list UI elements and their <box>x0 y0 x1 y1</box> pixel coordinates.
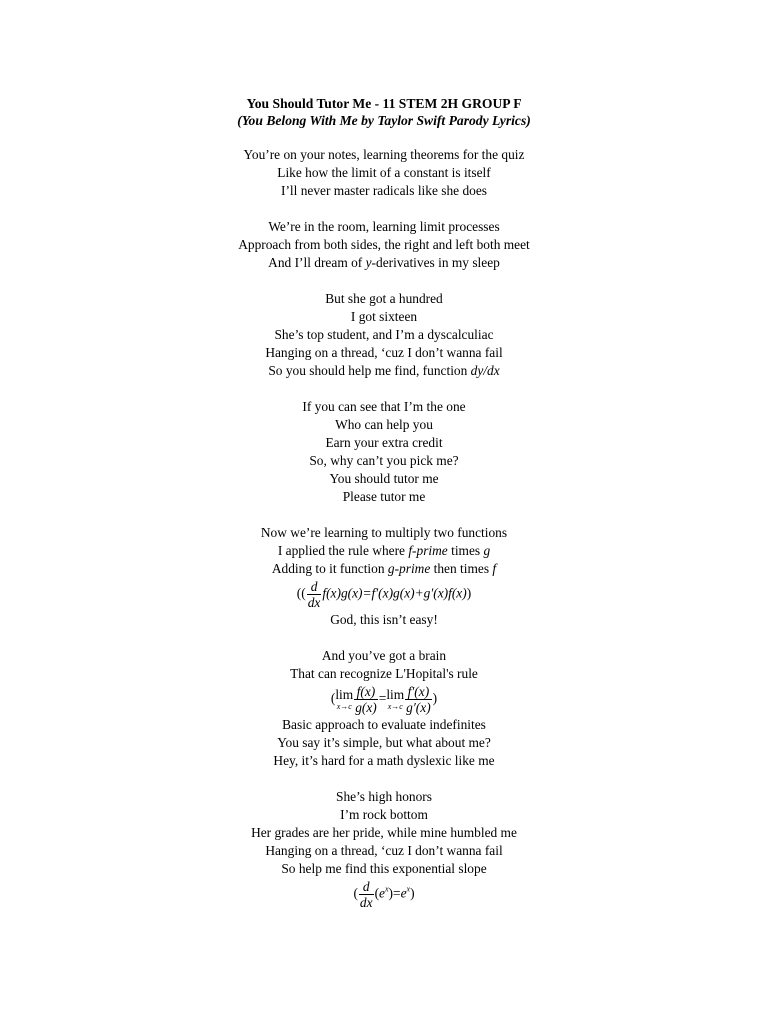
lyric-line <box>0 362 768 380</box>
equation-paren: ) <box>432 690 438 706</box>
lyric-line: Approach from both sides, the right and left both meet <box>238 237 530 252</box>
lyrics-body <box>0 146 768 928</box>
limit-operator <box>335 688 353 711</box>
lyric-line: We’re in the room, learning limit processes <box>268 219 500 234</box>
equation-body: f(x)g(x)=f′(x)g(x)+g′(x)f(x) <box>322 585 467 601</box>
lyric-line: If you can see that I’m the one <box>302 399 466 414</box>
lyric-line: So, why can’t you pick me? <box>309 453 459 468</box>
lyric-line: Hanging on a thread, ‘cuz I don’t wanna fail <box>265 843 503 858</box>
lyric-line: You say it’s simple, but what about me? <box>277 735 491 750</box>
fraction-numerator: f(x) <box>354 684 378 700</box>
title-block <box>0 95 768 129</box>
exponent: x <box>384 884 389 894</box>
math-variable: y <box>365 255 372 270</box>
lyric-line: God, this isn’t easy! <box>330 612 438 627</box>
math-variable: dy/dx <box>470 363 500 378</box>
math-variable: g <box>483 543 491 558</box>
lyric-line: She’s top student, and I’m a dyscalculiac <box>274 327 494 342</box>
limit-operator <box>386 688 404 711</box>
stanza-3 <box>0 290 768 380</box>
product-rule-equation <box>0 579 768 610</box>
equation-paren: ( <box>353 885 358 901</box>
lyric-line: Please tutor me <box>342 489 426 504</box>
math-variable: g-prime <box>387 561 431 576</box>
fraction-denominator: dx <box>359 895 373 910</box>
fraction-numerator: d <box>307 579 322 595</box>
lyric-line: Hanging on a thread, ‘cuz I don’t wanna fail <box>265 345 503 360</box>
equation-paren: ( <box>374 885 380 901</box>
exponential-derivative-equation <box>0 879 768 910</box>
lyric-line: I’ll never master radicals like she does <box>281 183 487 198</box>
derivative-operator <box>359 879 374 910</box>
lyric-line: Her grades are her pride, while mine humbled me <box>251 825 517 840</box>
limit-word: lim <box>386 687 405 702</box>
stanza-2 <box>0 218 768 272</box>
lyric-text: then times <box>430 561 493 576</box>
fraction-denominator: g(x) <box>355 700 377 715</box>
fraction <box>405 684 432 715</box>
lyric-line: Now we’re learning to multiply two functions <box>260 525 508 540</box>
math-variable: f-prime <box>408 543 448 558</box>
lyric-line <box>0 560 768 578</box>
lyric-line: That can recognize L'Hopital's rule <box>290 666 478 681</box>
lyric-line: I’m rock bottom <box>340 807 428 822</box>
stanza-1 <box>0 146 768 200</box>
lyric-line: And you’ve got a brain <box>321 648 447 663</box>
math-variable: f <box>492 561 497 576</box>
equation-paren: ( <box>330 690 336 706</box>
stanza-6 <box>0 647 768 770</box>
lyric-line: Hey, it’s hard for a math dyslexic like me <box>273 753 495 768</box>
limit-subscript: x→c <box>387 702 403 711</box>
lyric-line: But she got a hundred <box>325 291 443 306</box>
lyric-line: You should tutor me <box>329 471 439 486</box>
lyric-line: So help me find this exponential slope <box>281 861 487 876</box>
exponent: x <box>406 884 411 894</box>
lyric-text: Adding to it function <box>271 561 388 576</box>
lyric-line <box>0 254 768 272</box>
fraction-numerator: d <box>359 879 374 895</box>
lyric-line <box>0 542 768 560</box>
lyric-line: Who can help you <box>335 417 433 432</box>
lyric-line: Earn your extra credit <box>325 435 443 450</box>
equation-text: )= <box>388 885 401 901</box>
document-subtitle: (You Belong With Me by Taylor Swift Parody Lyrics) <box>237 113 531 128</box>
fraction-denominator: g′(x) <box>406 700 431 715</box>
lyric-line: You’re on your notes, learning theorems for the quiz <box>243 147 525 162</box>
lyric-line: Basic approach to evaluate indefinites <box>282 717 486 732</box>
stanza-5 <box>0 524 768 629</box>
limit-word: lim <box>335 687 354 702</box>
equation-paren: (( <box>296 585 306 601</box>
lyric-text: times <box>447 543 484 558</box>
lhopital-equation <box>0 684 768 715</box>
document-title: You Should Tutor Me - 11 STEM 2H GROUP F <box>246 96 522 111</box>
stanza-7 <box>0 788 768 910</box>
stanza-4 <box>0 398 768 506</box>
equation-paren: ) <box>466 585 472 601</box>
exponent-base: e <box>400 885 407 901</box>
equation-paren: ) <box>410 885 415 901</box>
limit-subscript: x→c <box>336 702 352 711</box>
lyric-line: She’s high honors <box>336 789 432 804</box>
lyric-line: I got sixteen <box>350 309 418 324</box>
fraction <box>354 684 378 715</box>
lyric-text: I applied the rule where <box>277 543 409 558</box>
lyric-text: -derivatives in my sleep <box>371 255 500 270</box>
derivative-operator <box>307 579 322 610</box>
lyric-line: Like how the limit of a constant is itself <box>277 165 491 180</box>
lyric-text: And I’ll dream of <box>268 255 366 270</box>
fraction-numerator: f′(x) <box>405 684 432 700</box>
fraction-denominator: dx <box>307 595 321 610</box>
lyric-text: So you should help me find, function <box>268 363 471 378</box>
exponent-base: e <box>379 885 385 901</box>
equals-sign: = <box>378 690 387 706</box>
